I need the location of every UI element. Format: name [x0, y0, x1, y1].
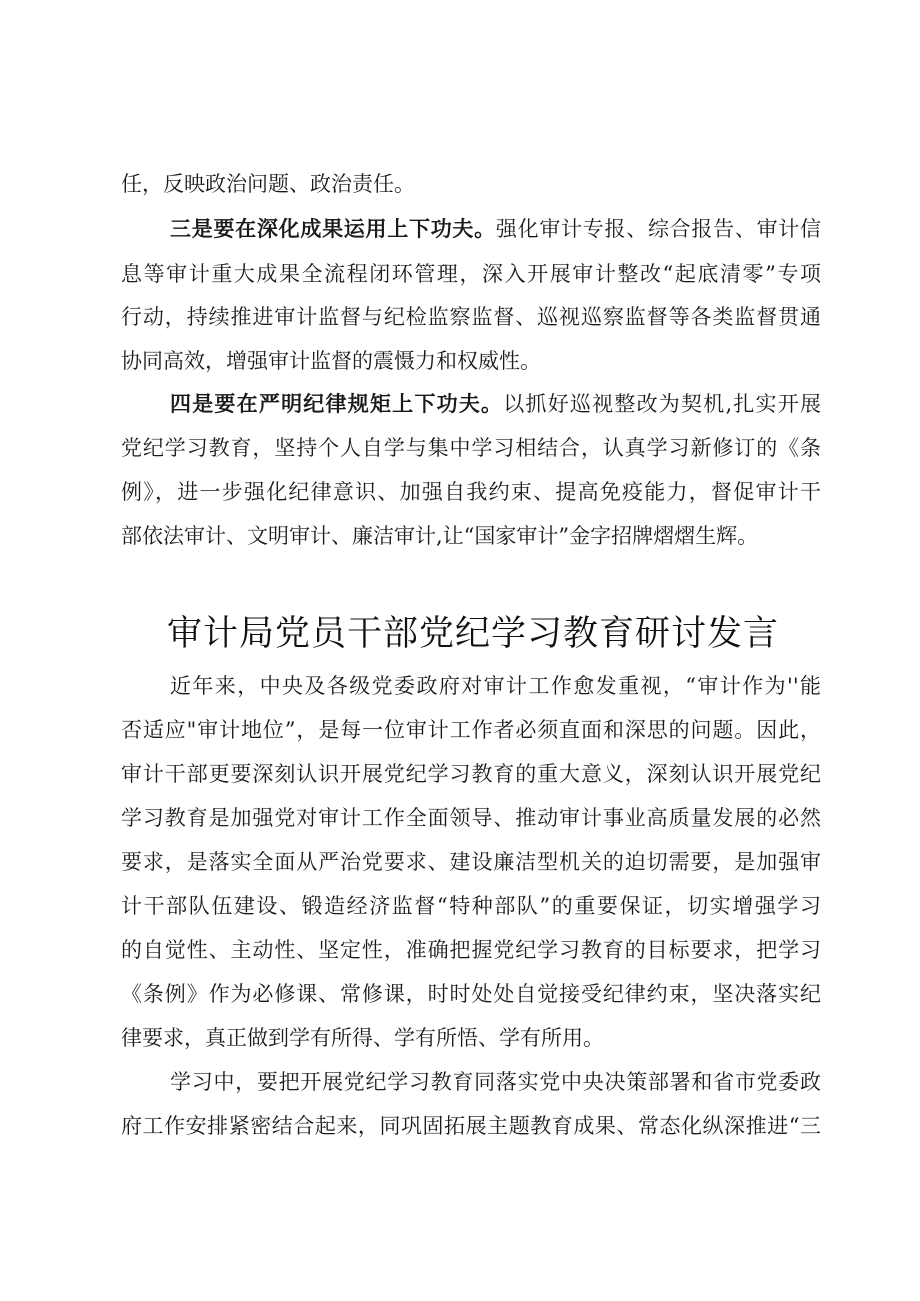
paragraph-text: 强化审计专报、综合报告、审计信: [495, 217, 822, 241]
paragraph-line: 例》，进一步强化纪律意识、加强自我约束、提高免疫能力，督促审计干: [121, 480, 821, 504]
paragraph-line: 要求，是落实全面从严治党要求、建设廉洁型机关的迫切需要，是加强审: [121, 850, 821, 874]
paragraph-line: 行动，持续推进审计监督与纪检监察监督、巡视巡察监督等各类监督贯通: [121, 305, 821, 329]
paragraph-line: 部依法审计、文明审计、廉洁审计,让“国家审计”金字招牌熠熠生辉。: [121, 524, 759, 548]
article-title: 审计局党员干部党纪学习教育研讨发言: [167, 614, 780, 654]
paragraph-line: [121, 392, 821, 416]
paragraph-text: 以抓好巡视整改为契机,扎实开展: [503, 392, 821, 416]
paragraph-line: 学习中，要把开展党纪学习教育同落实党中央决策部署和省市党委政: [170, 1070, 821, 1094]
section-lead-four: 四是要在严明纪律规矩上下功夫。: [170, 391, 504, 416]
section-lead-three: 三是要在深化成果运用上下功夫。: [170, 216, 496, 241]
paragraph-line: [121, 217, 821, 241]
paragraph-line: 党纪学习教育，坚持个人自学与集中学习相结合，认真学习新修订的《条: [121, 436, 821, 460]
paragraph-line: 的自觉性、主动性、坚定性，准确把握党纪学习教育的目标要求，把学习: [121, 938, 821, 962]
paragraph-line: 近年来，中央及各级党委政府对审计工作愈发重视，“审计作为''能: [170, 674, 821, 698]
paragraph-line: 府工作安排紧密结合起来，同巩固拓展主题教育成果、常态化纵深推进“三: [121, 1114, 821, 1138]
paragraph-line: 《条例》作为必修课、常修课，时时处处自觉接受纪律约束，坚决落实纪: [121, 982, 821, 1006]
paragraph-line: 否适应"审计地位”，是每一位审计工作者必须直面和深思的问题。因此，: [121, 718, 821, 742]
paragraph-line: 计干部队伍建设、锻造经济监督“特种部队”的重要保证，切实增强学习: [121, 894, 821, 918]
paragraph-line: 审计干部更要深刻认识开展党纪学习教育的重大意义，深刻认识开展党纪: [121, 762, 821, 786]
paragraph-line: 息等审计重大成果全流程闭环管理，深入开展审计整改“起底清零”专项: [121, 262, 821, 286]
paragraph-line: 任，反映政治问题、政治责任。: [121, 172, 415, 196]
paragraph-line: 律要求，真正做到学有所得、学有所悟、学有所用。: [121, 1026, 604, 1050]
paragraph-line: 协同高效，增强审计监督的震慑力和权威性。: [121, 349, 541, 373]
paragraph-line: 学习教育是加强党对审计工作全面领导、推动审计事业高质量发展的必然: [121, 806, 821, 830]
